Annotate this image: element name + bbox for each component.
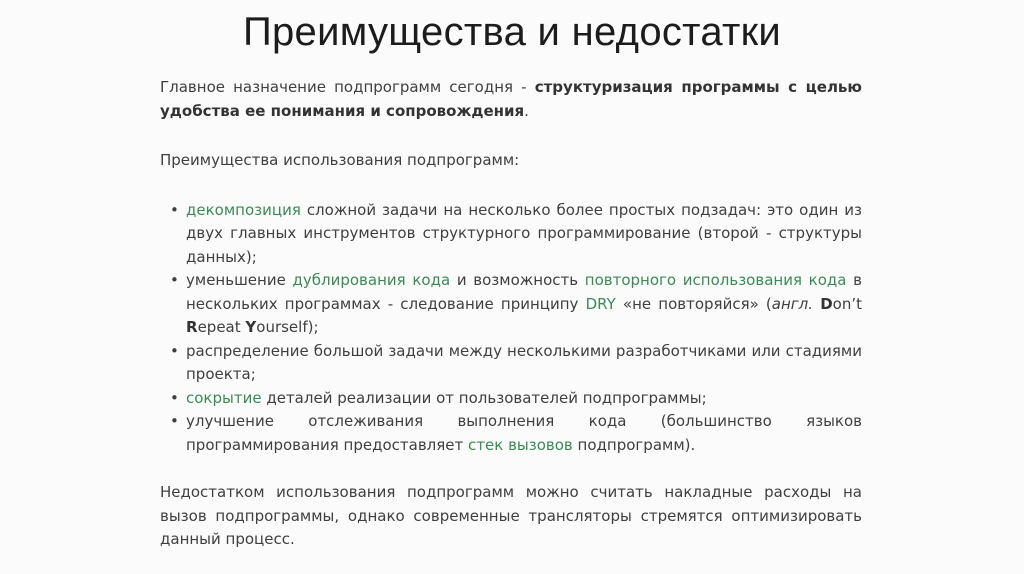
list-item xyxy=(160,199,862,270)
list-item xyxy=(160,410,862,457)
link-code-duplication[interactable]: дублирования кода xyxy=(292,271,451,289)
list-item-text: деталей реализации от пользователей подпрограммы; xyxy=(261,388,707,407)
list-item xyxy=(160,340,862,387)
list-item-text: подпрограмм). xyxy=(572,435,696,454)
word-yourself: ourself); xyxy=(256,318,319,336)
list-item-text: распределение большой задачи между несколькими разработчиками или стадиями проекта; xyxy=(186,341,862,383)
list-item-text: уменьшение xyxy=(186,271,293,289)
list-item-text: в нескольких программах - следование принципу xyxy=(186,271,863,313)
intro-text: Главное назначение подпрограмм сегодня - xyxy=(160,78,535,96)
advantages-heading: Преимущества использования подпрограмм: xyxy=(160,151,520,169)
list-item-text: сложной задачи на несколько более простых подзадач: это один из двух главных инструментов структурного программирование (второй - структуры данных); xyxy=(186,200,862,266)
list-item-text: и возможность xyxy=(450,271,585,289)
intro-paragraph xyxy=(160,76,862,123)
bullet-icon: • xyxy=(170,271,179,289)
bullet-icon: • xyxy=(170,388,179,407)
advantages-list xyxy=(160,199,862,458)
letter-y: Y xyxy=(245,318,257,336)
intro-bold-text: структуризация программы с целью удобства ее понимания и сопровождения xyxy=(160,78,862,120)
link-decomposition[interactable]: декомпозиция xyxy=(186,200,301,219)
abbr-english: англ. xyxy=(771,294,814,313)
intro-end: . xyxy=(524,101,529,120)
bullet-icon: • xyxy=(170,341,179,360)
bullet-icon: • xyxy=(170,200,179,219)
word-dont: on’t xyxy=(832,294,862,313)
list-item-text: улучшение отслеживания выполнения кода (большинство языков программирования предоставляет xyxy=(186,412,862,454)
slide-content xyxy=(160,76,862,552)
word-repeat: epeat xyxy=(197,318,246,336)
link-encapsulation[interactable]: сокрытие xyxy=(186,388,262,407)
link-code-reuse[interactable]: повторного использования кода xyxy=(584,271,847,289)
list-item xyxy=(160,387,862,411)
link-call-stack[interactable]: стек вызовов xyxy=(468,435,573,454)
slide-title: Преимущества и недостатки xyxy=(242,10,782,54)
bullet-icon: • xyxy=(170,412,179,430)
disadvantages-paragraph: Недостатком использования подпрограмм можно считать накладные расходы на вызов подпрограммы, однако современные трансляторы стремятся оптимизировать данный процесс. xyxy=(160,483,862,548)
letter-r: R xyxy=(186,318,198,336)
letter-d: D xyxy=(820,294,833,313)
link-dry[interactable]: DRY xyxy=(585,294,616,313)
list-item xyxy=(160,269,862,340)
list-item-text: «не повторяйся» ( xyxy=(615,294,772,313)
